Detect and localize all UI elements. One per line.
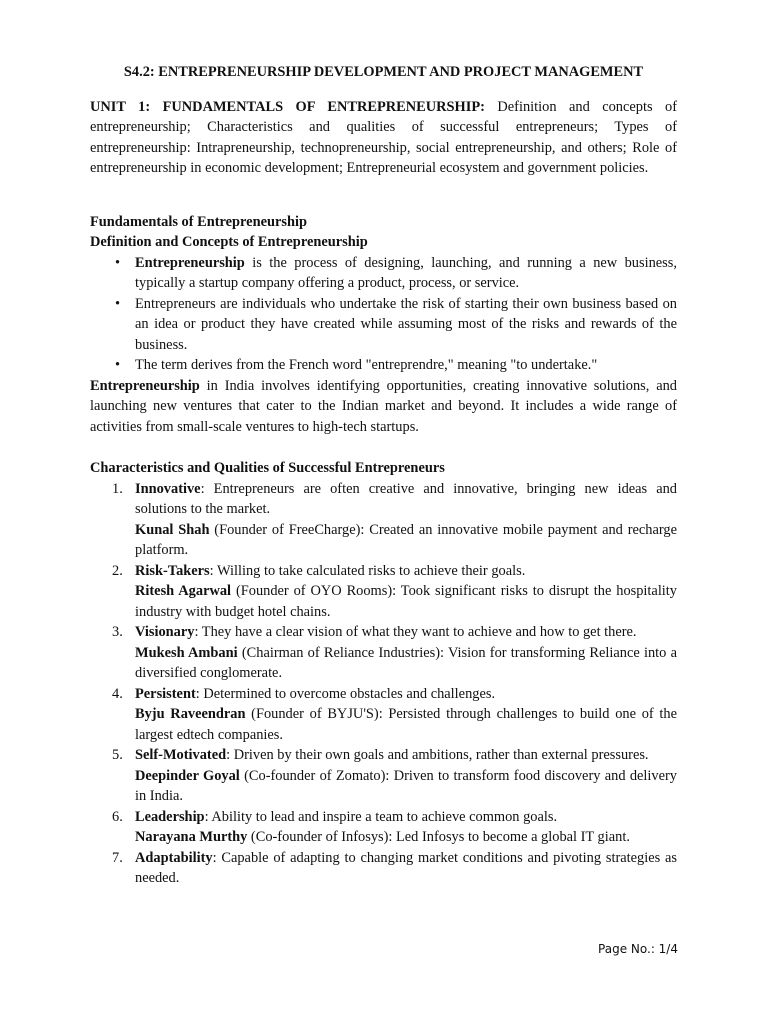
list-item xyxy=(112,684,677,746)
example-name: Byju Raveendran xyxy=(135,706,246,722)
section-subheading: Definition and Concepts of Entrepreneurship xyxy=(90,234,368,250)
example-name: Kunal Shah xyxy=(135,521,210,538)
item-example xyxy=(135,643,677,684)
bullet-item xyxy=(135,294,677,356)
unit-text: Definition and concepts of entrepreneurship; Characteristics and qualities of successful entrepreneurs; Types of entrepreneurship: Intrapreneurship, technopreneurship, social entrepreneurship, and others; Role of entrepreneurship in economic development; Entrepreneurial ecosystem and government policies. xyxy=(90,98,677,176)
item-term: Persistent xyxy=(135,685,196,702)
item-desc: : Determined to overcome obstacles and challenges. xyxy=(195,685,496,702)
definition-bullets xyxy=(90,253,677,376)
bullet-item xyxy=(135,253,677,294)
list-item xyxy=(112,479,677,561)
item-number: 6. xyxy=(112,808,123,825)
item-desc: : Capable of adapting to changing market conditions and pivoting strategies as needed. xyxy=(135,849,677,886)
example-name: Deepinder Goyal xyxy=(135,767,240,784)
item-desc: : They have a clear vision of what they want to achieve and how to get there. xyxy=(194,624,637,640)
unit-description xyxy=(90,97,677,179)
india-paragraph xyxy=(90,376,677,438)
example-text: (Founder of FreeCharge): Created an innovative mobile payment and recharge platform. xyxy=(135,521,677,558)
bullet-text: The term derives from the French word "entreprendre," meaning "to undertake." xyxy=(135,357,598,373)
item-example xyxy=(135,766,677,807)
item-example xyxy=(135,520,677,561)
list-item xyxy=(112,745,677,807)
item-desc: : Willing to take calculated risks to achieve their goals. xyxy=(209,562,526,579)
list-item xyxy=(112,561,678,623)
item-desc: : Driven by their own goals and ambitions, rather than external pressures. xyxy=(226,747,649,763)
section-heading: Fundamentals of Entrepreneurship xyxy=(90,213,307,230)
document-page xyxy=(90,62,677,889)
item-desc: : Ability to lead and inspire a team to achieve common goals. xyxy=(204,808,558,825)
unit-label: UNIT 1: FUNDAMENTALS OF ENTREPRENEURSHIP: xyxy=(90,98,485,115)
list-item xyxy=(112,848,677,889)
item-number: 3. xyxy=(112,624,123,640)
item-example xyxy=(135,581,677,622)
item-number: 2. xyxy=(112,562,123,579)
bullet-text: is the process of designing, launching, and running a new business, typically a startup company offering a product, process, or service. xyxy=(135,254,677,291)
example-text: (Founder of OYO Rooms): Took significant risks to disrupt the hospitality industry with budget hotel chains. xyxy=(135,583,678,620)
item-term: Visionary xyxy=(135,624,195,640)
para-text: in India involves identifying opportunities, creating innovative solutions, and launching new ventures that cater to the Indian market and beyond. It includes a wide range of activities from small-scale ventures to high-tech startups. xyxy=(90,377,677,435)
bullet-item xyxy=(135,355,677,376)
item-number: 1. xyxy=(112,480,123,497)
page-number: Page No.: 1/4 xyxy=(598,942,678,956)
item-term: Leadership xyxy=(135,808,205,825)
example-name: Ritesh Agarwal xyxy=(135,583,232,599)
item-term: Self-Motivated xyxy=(135,747,227,763)
list-item xyxy=(112,807,677,848)
characteristics-list xyxy=(90,479,677,889)
list-item xyxy=(112,622,678,684)
item-number: 5. xyxy=(112,747,123,763)
item-term: Innovative xyxy=(135,480,201,497)
characteristics-heading: Characteristics and Qualities of Successful Entrepreneurs xyxy=(90,460,445,476)
bullet-text: Entrepreneurs are individuals who undertake the risk of starting their own business based on an idea or product they have created while assuming most of the risks and rewards of the business. xyxy=(135,295,677,353)
bullet-term: Entrepreneurship xyxy=(135,254,245,271)
item-term: Adaptability xyxy=(135,849,213,866)
para-term: Entrepreneurship xyxy=(90,377,200,394)
item-example xyxy=(135,827,677,848)
example-name: Narayana Murthy xyxy=(135,829,248,845)
item-number: 4. xyxy=(112,685,123,702)
item-term: Risk-Takers xyxy=(135,562,210,579)
example-text: (Co-founder of Infosys): Led Infosys to become a global IT giant. xyxy=(247,829,630,845)
example-text: (Co-founder of Zomato): Driven to transform food discovery and delivery in India. xyxy=(135,767,677,804)
item-example xyxy=(135,704,677,745)
document-title: S4.2: ENTREPRENEURSHIP DEVELOPMENT AND PROJECT MANAGEMENT xyxy=(123,64,644,80)
example-text: (Founder of BYJU'S): Persisted through challenges to build one of the largest edtech companies. xyxy=(135,706,677,743)
item-desc: : Entrepreneurs are often creative and innovative, bringing new ideas and solutions to the market. xyxy=(135,480,677,517)
example-text: (Chairman of Reliance Industries): Vision for transforming Reliance into a diversified conglomerate. xyxy=(135,644,678,681)
example-name: Mukesh Ambani xyxy=(135,644,238,661)
item-number: 7. xyxy=(112,849,123,866)
